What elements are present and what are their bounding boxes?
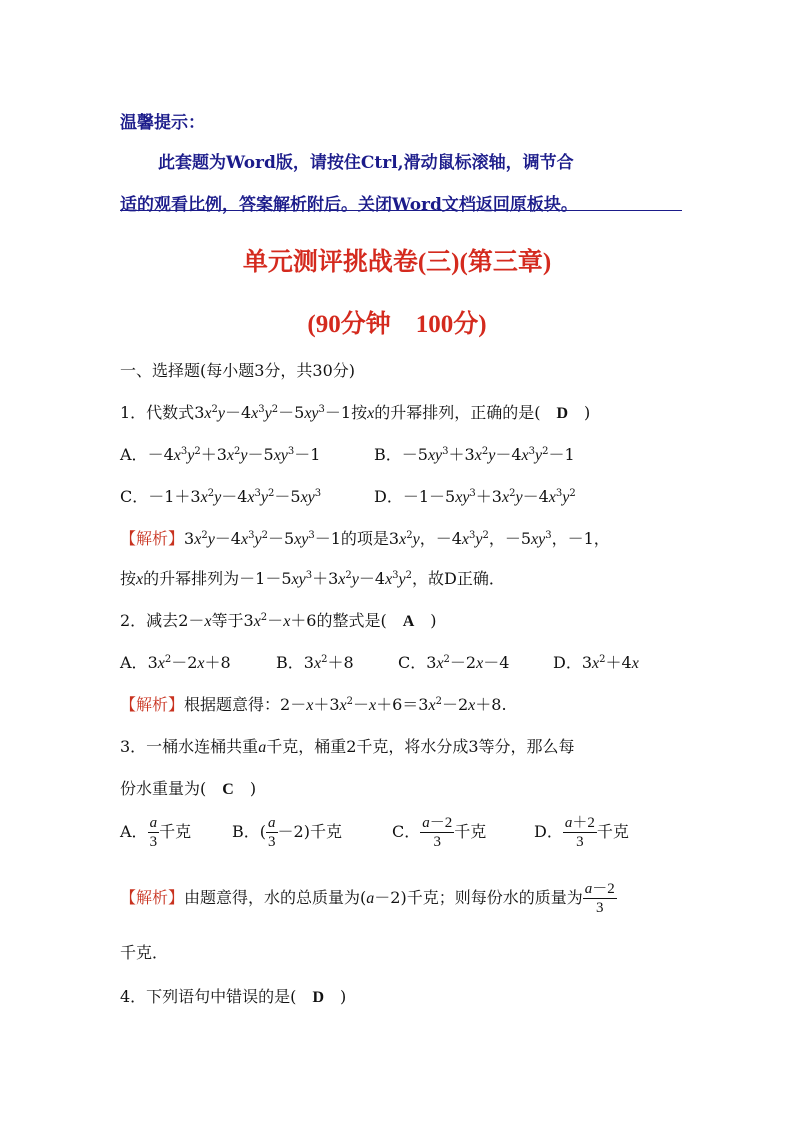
page-subtitle: (90分钟 100分): [307, 311, 487, 338]
question-4-answer: D: [312, 989, 324, 1006]
q3-option-c: C． $\frac{a-2}{3}$ 千克: [392, 815, 487, 850]
q3-explanation-2: 千克．: [120, 943, 169, 962]
question-3-answer: C: [222, 781, 234, 798]
section-heading: 一、选择题(每小题3分，共30分): [120, 361, 356, 380]
question-1-answer: D: [556, 405, 569, 422]
q2-explanation: 【解析】根据题意得：$2-x+3x^2-x+6=3x^2-2x+8$.: [120, 695, 507, 714]
q2-option-a: A．$3x^2-2x+8$: [120, 653, 231, 672]
q1-option-d: D．$-1-5xy^3+3x^2y-4x^3y^2$: [374, 487, 576, 506]
question-4: 4．下列语句中错误的是( D ): [120, 987, 347, 1006]
q1-explanation-2: 按x的升幂排列为$-1-5xy^3+3x^2y-4x^3y^2$，故D正确．: [120, 569, 505, 588]
q2-option-b: B．$3x^2+8$: [276, 653, 354, 672]
q2-option-c: C．$3x^2-2x-4$: [398, 653, 510, 672]
question-2: 2．减去2－x等于$3x^2-x+6$的整式是( A ): [120, 611, 437, 630]
q3-option-d: D． $\frac{a+2}{3}$ 千克: [534, 815, 629, 850]
q1-explanation: 【解析】$3x^2y-4x^3y^2-5xy^3-1$的项是$3x^2y$，$-4x^3y^2$，$-5xy^3$，－1，: [120, 529, 610, 548]
q1-option-a: A．$-4x^3y^2+3x^2y-5xy^3-1$: [120, 445, 321, 464]
question-1: 1．代数式$3x^2y-4x^3y^2-5xy^3-1$按x的升幂排列，正确的是( D ): [120, 403, 591, 422]
tip-line-1: 此套题为Word版，请按住Ctrl,滑动鼠标滚轴，调节合: [158, 153, 574, 173]
question-3-line-2: 份水重量为( C ): [120, 779, 257, 798]
q1-option-b: B．$-5xy^3+3x^2y-4x^3y^2-1$: [374, 445, 575, 464]
page-title: 单元测评挑战卷(三)(第三章): [242, 249, 552, 276]
q3-option-a: A． $\frac{a}{3}$ 千克: [120, 815, 192, 850]
question-3: 3．一桶水连桶共重a千克，桶重2千克，将水分成3等分，那么每: [120, 737, 575, 756]
explanation-tag: 【解析】: [120, 529, 185, 548]
explanation-tag: 【解析】: [120, 888, 185, 907]
question-2-answer: A: [402, 613, 415, 630]
q3-option-b: B．( $\frac{a}{3}$ －2)千克: [232, 815, 342, 850]
q3-explanation: 【解析】由题意得，水的总质量为(a－2)千克；则每份水的质量为 $\frac{a-2}{3}$: [120, 881, 615, 916]
q2-option-d: D．$3x^2+4x$: [553, 653, 639, 672]
q1-option-c: C．$-1+3x^2y-4x^3y^2-5xy^3$: [120, 487, 322, 506]
tip-line-2: 适的观看比例，答案解析附后。关闭Word文档返回原板块。: [120, 195, 578, 215]
tip-title: 温馨提示：: [120, 113, 205, 133]
tip-underline: [120, 210, 682, 211]
explanation-tag: 【解析】: [120, 695, 185, 714]
